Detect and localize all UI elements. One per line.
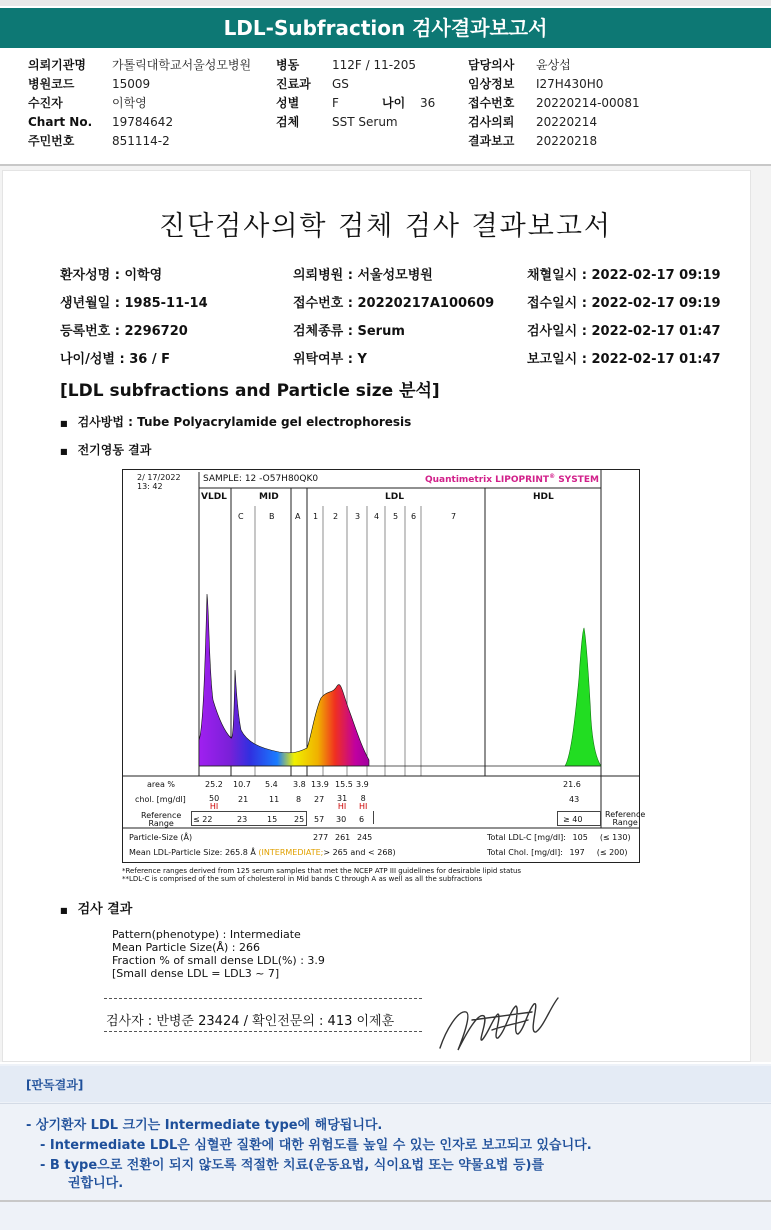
doctor-value: 윤상섭 bbox=[536, 58, 571, 72]
row-label-chol: chol. [mg/dl] bbox=[135, 795, 186, 804]
mean-size-line: Mean LDL-Particle Size: 265.8 Å (INTERMEDIATE;> 265 and < 268) bbox=[129, 848, 396, 857]
ref-midc: 23 bbox=[237, 815, 248, 824]
hospital-code-label: 병원코드 bbox=[28, 77, 75, 91]
specimen-type: 검체종류 : Serum bbox=[293, 324, 405, 339]
verdict-title: [판독결과] bbox=[26, 1078, 84, 1092]
patient-fields-col1 bbox=[60, 262, 208, 374]
verdict-line-3: - B type으로 전환이 되지 않도록 적절한 치료(운동요법, 식이요법 또는 약물요법 등)를 bbox=[40, 1158, 545, 1173]
chart-sample: SAMPLE: 12 -O57H80QK0 bbox=[203, 474, 319, 484]
electro-line bbox=[60, 441, 151, 458]
hospital-code-value: 15009 bbox=[112, 77, 151, 91]
subband-b: B bbox=[269, 512, 275, 521]
patient-name: 환자성명 : 이학영 bbox=[60, 268, 163, 283]
patient-fields-col2 bbox=[293, 262, 494, 374]
verdict-divider bbox=[0, 1103, 771, 1104]
area-hdl: 21.6 bbox=[563, 780, 581, 789]
referring-hospital: 의뢰병원 : 서울성모병원 bbox=[293, 268, 433, 283]
particle-size-1: 277 bbox=[313, 833, 329, 842]
ref-ldl1: 57 bbox=[314, 815, 325, 824]
sign-line-top bbox=[104, 998, 422, 999]
header-right bbox=[468, 56, 640, 151]
subband-1: 1 bbox=[313, 512, 319, 521]
band-vldl: VLDL bbox=[201, 492, 227, 502]
patient-value: 이학영 bbox=[112, 96, 147, 110]
top-strip bbox=[0, 0, 771, 6]
receipt-datetime: 접수일시 : 2022-02-17 09:19 bbox=[527, 296, 721, 311]
verdict-line-4: 권합니다. bbox=[68, 1176, 124, 1191]
chol-ldl1: 27 bbox=[314, 795, 325, 804]
chol-ldl3: 8 HI bbox=[359, 794, 368, 811]
subband-3: 3 bbox=[355, 512, 361, 521]
area-ldl1: 13.9 bbox=[311, 780, 329, 789]
band-ldl: LDL bbox=[385, 492, 404, 502]
chart-svg bbox=[123, 470, 639, 862]
lipoprint-chart bbox=[122, 469, 646, 863]
age-label: 나이 bbox=[382, 96, 406, 110]
result-line bbox=[60, 898, 132, 917]
signature bbox=[432, 990, 562, 1056]
chol-hdl: 43 bbox=[569, 795, 580, 804]
ref-vldl: ≤ 22 bbox=[193, 815, 213, 824]
doctor-label: 담당의사 bbox=[468, 58, 515, 72]
area-midb: 5.4 bbox=[265, 780, 278, 789]
specimen-label: 검체 bbox=[276, 115, 300, 129]
result-heading: 검사 결과 bbox=[77, 902, 133, 917]
sex-label: 성별 bbox=[276, 96, 300, 110]
page-title: LDL-Subfraction 검사결과보고서 bbox=[0, 8, 771, 48]
hospital-label: 의뢰기관명 bbox=[28, 58, 86, 72]
ref-right-label: Reference Range bbox=[605, 810, 646, 827]
receipt-no-value: 20220214-00081 bbox=[536, 96, 640, 110]
collection-datetime: 채혈일시 : 2022-02-17 09:19 bbox=[527, 268, 721, 283]
ref-box-ldl bbox=[191, 811, 374, 824]
clinical-info-label: 임상정보 bbox=[468, 77, 515, 91]
electro-text: 전기영동 결과 bbox=[77, 443, 152, 457]
area-ldl3: 3.9 bbox=[356, 780, 369, 789]
chart-no-label: Chart No. bbox=[28, 115, 93, 129]
row-label-area: area % bbox=[147, 780, 175, 789]
result-pattern: Pattern(phenotype) : Intermediate bbox=[112, 928, 301, 941]
bullet-icon: ■ bbox=[60, 906, 68, 915]
area-vldl: 25.2 bbox=[205, 780, 223, 789]
chol-ldl2: 31 HI bbox=[337, 794, 348, 811]
result-list bbox=[112, 928, 325, 980]
ward-value: 112F / 11-205 bbox=[332, 58, 416, 72]
area-midc: 10.7 bbox=[233, 780, 251, 789]
ref-ldl3: 6 bbox=[359, 815, 365, 824]
subband-5: 5 bbox=[393, 512, 399, 521]
age-value: 36 bbox=[420, 96, 436, 110]
band-hdl: HDL bbox=[533, 492, 554, 502]
total-chol-line: Total Chol. [mg/dl]: 197 (≤ 200) bbox=[487, 848, 628, 857]
accession-no: 접수번호 : 20220217A100609 bbox=[293, 296, 495, 311]
request-date-value: 20220214 bbox=[536, 115, 598, 129]
particle-size-3: 245 bbox=[357, 833, 373, 842]
row-label-ref: Reference Range bbox=[141, 811, 182, 828]
resident-no-label: 주민번호 bbox=[28, 134, 75, 148]
subband-7: 7 bbox=[451, 512, 457, 521]
chart-no-value: 19784642 bbox=[112, 115, 174, 129]
verdict-line-1: - 상기환자 LDL 크기는 Intermediate type에 해당됩니다. bbox=[26, 1118, 383, 1133]
verdict-line-2: - Intermediate LDL은 심혈관 질환에 대한 위험도를 높일 수 있는 인자로 보고되고 있습니다. bbox=[40, 1138, 592, 1153]
subband-4: 4 bbox=[374, 512, 380, 521]
patient-fields-col3 bbox=[527, 262, 721, 374]
age-sex: 나이/성별 : 36 / F bbox=[60, 352, 171, 367]
report-datetime: 보고일시 : 2022-02-17 01:47 bbox=[527, 352, 721, 367]
ldl-profile-peaks bbox=[199, 594, 369, 766]
subband-2: 2 bbox=[333, 512, 339, 521]
clinical-info-value: I27H430H0 bbox=[536, 77, 604, 91]
area-ldl2: 15.5 bbox=[335, 780, 353, 789]
ref-hdl: ≥ 40 bbox=[563, 815, 583, 824]
total-ldl-line: Total LDL-C [mg/dl]: 105 (≤ 130) bbox=[487, 833, 631, 842]
chart-brand: Quantimetrix LIPOPRINT® SYSTEM bbox=[425, 473, 599, 485]
receipt-no-label: 접수번호 bbox=[468, 96, 515, 110]
dept-value: GS bbox=[332, 77, 349, 91]
particle-size-label: Particle-Size (Å) bbox=[129, 833, 193, 842]
dept-label: 진료과 bbox=[276, 77, 311, 91]
chart-footnotes: *Reference ranges derived from 125 serum samples that met the NCEP ATP III guidelines for desirable lipid status **LDL-C is comprised of the sum of cholesterol in Mid bands C through A as well as all the subfractions bbox=[122, 867, 522, 883]
hdl-peak bbox=[565, 628, 601, 766]
result-fraction: Fraction % of small dense LDL(%) : 3.9 bbox=[112, 954, 325, 967]
chol-vldl: 50 HI bbox=[209, 794, 220, 811]
section-heading: [LDL subfractions and Particle size 분석] bbox=[60, 381, 440, 401]
ref-mida: 25 bbox=[294, 815, 305, 824]
chol-midb: 11 bbox=[269, 795, 280, 804]
subband-c: C bbox=[238, 512, 244, 521]
ref-box-right bbox=[557, 811, 601, 826]
request-date-label: 검사의뢰 bbox=[468, 115, 515, 129]
chart-date: 2/ 17/2022 13: 42 bbox=[137, 473, 181, 491]
chol-mida: 8 bbox=[296, 795, 302, 804]
method-text: 검사방법 : Tube Polyacrylamide gel electrophoresis bbox=[77, 415, 412, 429]
result-mean-size: Mean Particle Size(Å) : 266 bbox=[112, 941, 260, 954]
method-line bbox=[60, 413, 411, 430]
area-mida: 3.8 bbox=[293, 780, 306, 789]
result-definition: [Small dense LDL = LDL3 ~ 7] bbox=[112, 967, 280, 980]
ref-midb: 15 bbox=[267, 815, 278, 824]
header-left bbox=[28, 56, 251, 151]
verdict-bottom-border bbox=[0, 1200, 771, 1202]
outsourced: 위탁여부 : Y bbox=[293, 352, 367, 367]
test-datetime: 검사일시 : 2022-02-17 01:47 bbox=[527, 324, 721, 339]
report-date-value: 20220218 bbox=[536, 134, 598, 148]
patient-label: 수진자 bbox=[28, 96, 63, 110]
resident-no-value: 851114-2 bbox=[112, 134, 170, 148]
band-mid: MID bbox=[259, 492, 279, 502]
birth-date: 생년월일 : 1985-11-14 bbox=[60, 296, 208, 311]
examiner-line: 검사자 : 반병준 23424 / 확인전문의 : 413 이제훈 bbox=[106, 1014, 395, 1029]
ref-ldl2: 30 bbox=[336, 815, 347, 824]
specimen-value: SST Serum bbox=[332, 115, 398, 129]
verdict-header bbox=[0, 1066, 771, 1102]
registration-no: 등록번호 : 2296720 bbox=[60, 324, 188, 339]
chol-midc: 21 bbox=[238, 795, 249, 804]
subband-a: A bbox=[295, 512, 301, 521]
report-date-label: 결과보고 bbox=[468, 134, 515, 148]
particle-size-2: 261 bbox=[335, 833, 351, 842]
ward-label: 병동 bbox=[276, 58, 300, 72]
header-mid bbox=[276, 56, 435, 132]
sex-value: F bbox=[332, 96, 339, 110]
subband-6: 6 bbox=[411, 512, 417, 521]
bullet-icon: ■ bbox=[60, 447, 68, 456]
report-title: 진단검사의학 검체 검사 결과보고서 bbox=[159, 211, 612, 242]
bullet-icon: ■ bbox=[60, 419, 68, 428]
hospital-value: 가톨릭대학교서울성모병원 bbox=[112, 58, 252, 72]
sign-line-bottom bbox=[104, 1031, 422, 1032]
